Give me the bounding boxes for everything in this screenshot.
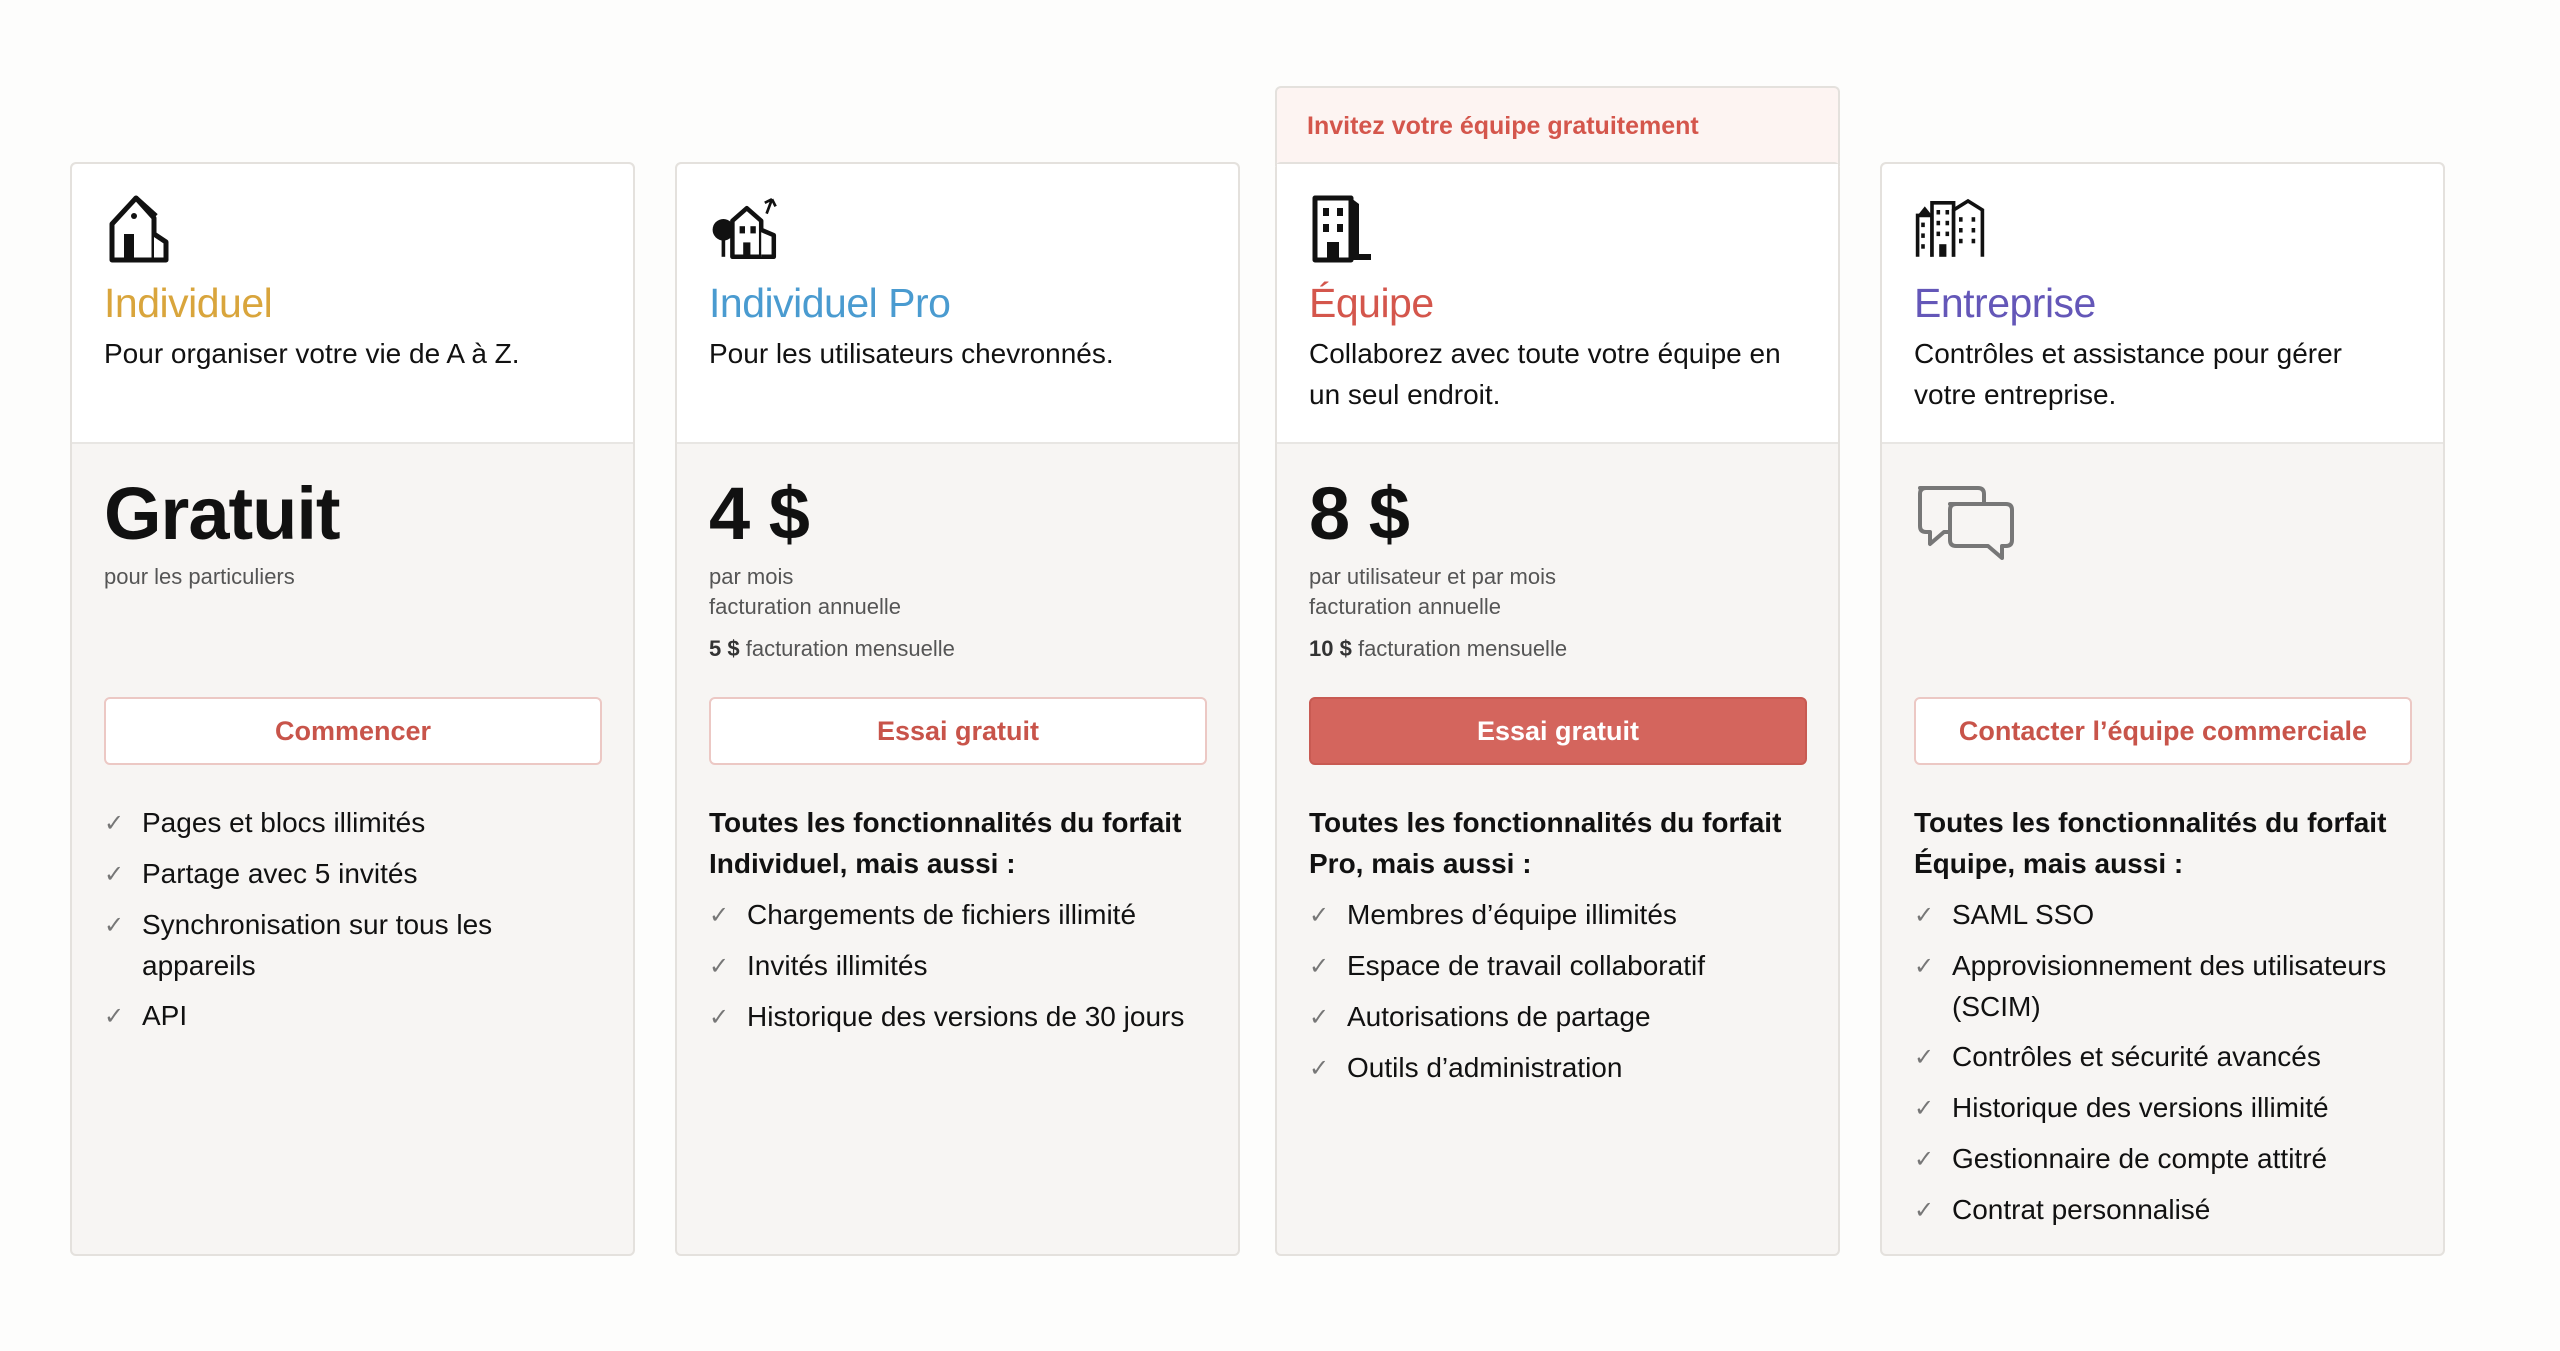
free-trial-button[interactable]: Essai gratuit: [709, 697, 1207, 765]
check-icon: ✓: [1914, 1146, 1935, 1173]
feature-item: ✓ Espace de travail collaboratif: [1309, 945, 1809, 987]
feature-item: ✓ Approvisionnement des utilisateurs (SCIM): [1914, 945, 2414, 1027]
feature-list: [1914, 802, 2414, 1240]
plan-price: 4 $: [709, 472, 809, 555]
plan-card-equipe: [1275, 162, 1840, 1256]
feature-item: ✓ Contrat personnalisé: [1914, 1189, 2414, 1231]
check-icon: ✓: [1309, 1004, 1330, 1031]
houses-tree-icon: [709, 190, 781, 266]
features-intro: Toutes les fonctionnalités du forfait Équipe, mais aussi :: [1914, 807, 2387, 879]
plan-header: [1882, 164, 2443, 444]
plan-card-individuel-pro: [675, 162, 1240, 1256]
feature-item: ✓ Partage avec 5 invités: [104, 853, 604, 895]
features-intro: Toutes les fonctionnalités du forfait Pro, mais aussi :: [1309, 807, 1782, 879]
plan-name: Entreprise: [1914, 280, 2096, 326]
plan-price: 8 $: [1309, 472, 1409, 555]
check-icon: ✓: [1914, 953, 1935, 980]
feature-list: [1309, 802, 1809, 1098]
plan-body: [1277, 444, 1838, 1256]
plan-card-entreprise: [1880, 162, 2445, 1256]
building-icon: [1309, 190, 1381, 266]
city-buildings-icon: [1914, 190, 1986, 266]
free-trial-button[interactable]: Essai gratuit: [1309, 697, 1807, 765]
check-icon: ✓: [1309, 1055, 1330, 1082]
price-subtitle: par utilisateur et par mois facturation annuelle: [1309, 564, 1556, 619]
feature-item: ✓ Membres d’équipe illimités: [1309, 894, 1809, 936]
feature-item: ✓ Historique des versions illimité: [1914, 1087, 2414, 1129]
check-icon: ✓: [1309, 953, 1330, 980]
check-icon: ✓: [104, 810, 125, 837]
check-icon: ✓: [1914, 1197, 1935, 1224]
pricing-plans: [70, 86, 2455, 1256]
feature-item: ✓ Pages et blocs illimités: [104, 802, 604, 844]
check-icon: ✓: [709, 1004, 730, 1031]
plan-description: Collaborez avec toute votre équipe en un seul endroit.: [1309, 338, 1781, 410]
feature-list: [709, 802, 1209, 1047]
price-subtitle: pour les particuliers: [104, 564, 295, 589]
feature-item: ✓ Historique des versions de 30 jours: [709, 996, 1209, 1038]
feature-item: ✓ Autorisations de partage: [1309, 996, 1809, 1038]
feature-item: ✓ Synchronisation sur tous les appareils: [104, 904, 604, 986]
feature-item: ✓ Contrôles et sécurité avancés: [1914, 1036, 2414, 1078]
price-subtitle: par mois facturation annuelle: [709, 564, 902, 619]
plan-header: [677, 164, 1238, 444]
check-icon: ✓: [104, 861, 125, 888]
monthly-price: 10 $ facturation mensuelle: [1309, 636, 1568, 661]
plan-name: Individuel: [104, 280, 273, 326]
feature-list: [104, 802, 604, 1046]
plan-header: [1277, 164, 1838, 444]
check-icon: ✓: [1914, 1095, 1935, 1122]
start-button[interactable]: Commencer: [104, 697, 602, 765]
plan-card-individuel: [70, 162, 635, 1256]
check-icon: ✓: [709, 902, 730, 929]
chat-bubbles-icon: [1914, 480, 2018, 564]
plan-body: [1882, 444, 2443, 1256]
check-icon: ✓: [709, 953, 730, 980]
check-icon: ✓: [104, 912, 125, 939]
plan-description: Pour organiser votre vie de A à Z.: [104, 338, 520, 369]
plan-description: Pour les utilisateurs chevronnés.: [709, 338, 1114, 369]
feature-item: ✓ SAML SSO: [1914, 894, 2414, 936]
plan-name: Individuel Pro: [709, 280, 951, 326]
plan-price: Gratuit: [104, 472, 340, 555]
feature-item: ✓ API: [104, 995, 604, 1037]
feature-item: ✓ Outils d’administration: [1309, 1047, 1809, 1089]
feature-item: ✓ Invités illimités: [709, 945, 1209, 987]
team-invite-banner: Invitez votre équipe gratuitement: [1275, 86, 1840, 166]
plan-description: Contrôles et assistance pour gérer votre entreprise.: [1914, 338, 2342, 410]
house-icon: [104, 190, 176, 266]
plan-body: [677, 444, 1238, 1256]
plan-body: [72, 444, 633, 1256]
check-icon: ✓: [1914, 902, 1935, 929]
feature-item: ✓ Chargements de fichiers illimité: [709, 894, 1209, 936]
contact-sales-button[interactable]: Contacter l’équipe commerciale: [1914, 697, 2412, 765]
plan-header: [72, 164, 633, 444]
check-icon: ✓: [104, 1003, 125, 1030]
check-icon: ✓: [1309, 902, 1330, 929]
features-intro: Toutes les fonctionnalités du forfait Individuel, mais aussi :: [709, 807, 1182, 879]
monthly-price: 5 $ facturation mensuelle: [709, 636, 955, 661]
plan-name: Équipe: [1309, 280, 1434, 326]
feature-item: ✓ Gestionnaire de compte attitré: [1914, 1138, 2414, 1180]
check-icon: ✓: [1914, 1044, 1935, 1071]
